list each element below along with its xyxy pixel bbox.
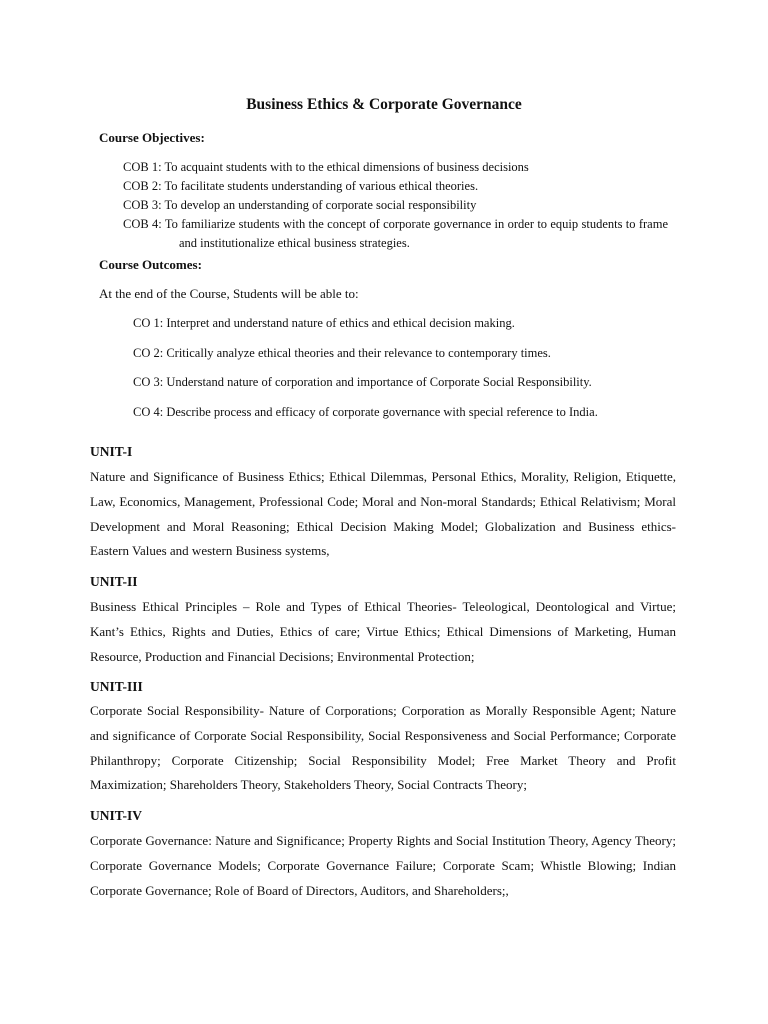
course-outcomes-heading: Course Outcomes: [99,257,202,272]
course-objectives-heading: Course Objectives: [99,130,205,145]
objective-item: COB 2: To facilitate students understanding of various ethical theories. [123,179,479,193]
unit-2-title: UNIT-II [90,574,138,589]
outcome-item: CO 4: Describe process and efficacy of corporate governance with special reference to India. [133,404,598,419]
course-objectives-list [123,158,668,253]
unit-3-body: Corporate Social Responsibility- Nature of Corporations; Corporation as Morally Responsible Agent; Nature and significance of Corporate Social Responsibility, Social Responsiveness and Social Performance; Corporate Philanthropy; Corporate Citizenship; Social Responsibility Model; Free Market Theory and Profit Maximization; Shareholders Theory, Stakeholders Theory, Social Contracts Theory; [90,703,676,793]
unit-1-title: UNIT-I [90,444,133,459]
unit-2-body: Business Ethical Principles – Role and Types of Ethical Theories- Teleological, Deontological and Virtue; Kant’s Ethics, Rights and Duties, Ethics of care; Virtue Ethics; Ethical Dimensions of Marketing, Human Resource, Production and Financial Decisions; Environmental Protection; [90,599,676,664]
unit-4-body: Corporate Governance: Nature and Significance; Property Rights and Social Institution Theory, Agency Theory; Corporate Governance Models; Corporate Governance Failure; Corporate Scam; Whistle Blowing; Indian Corporate Governance; Role of Board of Directors, Auditors, and Shareholders;, [90,833,676,898]
course-outcomes-list [133,314,693,432]
document-title: Business Ethics & Corporate Governance [246,96,522,113]
course-outcomes-intro: At the end of the Course, Students will be able to: [99,286,359,301]
objective-item: COB 3: To develop an understanding of corporate social responsibility [123,198,477,212]
unit-1-body: Nature and Significance of Business Ethics; Ethical Dilemmas, Personal Ethics, Morality, Religion, Etiquette, Law, Economics, Management, Professional Code; Moral and Non-moral Standards; Ethical Relativism; Moral Development and Moral Reasoning; Ethical Decision Making Model; Globalization and Business ethics- Eastern Values and western Business systems, [90,469,676,559]
outcome-item: CO 3: Understand nature of corporation and importance of Corporate Social Responsibility. [133,375,592,389]
unit-4-title: UNIT-IV [90,808,143,823]
objective-item: COB 4: To familiarize students with the concept of corporate governance in order to equip students to frame and institutionalize ethical business strategies. [123,217,668,250]
unit-3-title: UNIT-III [90,679,143,694]
objective-item: COB 1: To acquaint students with to the ethical dimensions of business decisions [123,160,529,174]
outcome-item: CO 2: Critically analyze ethical theories and their relevance to contemporary times. [133,345,551,360]
outcome-item: CO 1: Interpret and understand nature of ethics and ethical decision making. [133,316,515,330]
